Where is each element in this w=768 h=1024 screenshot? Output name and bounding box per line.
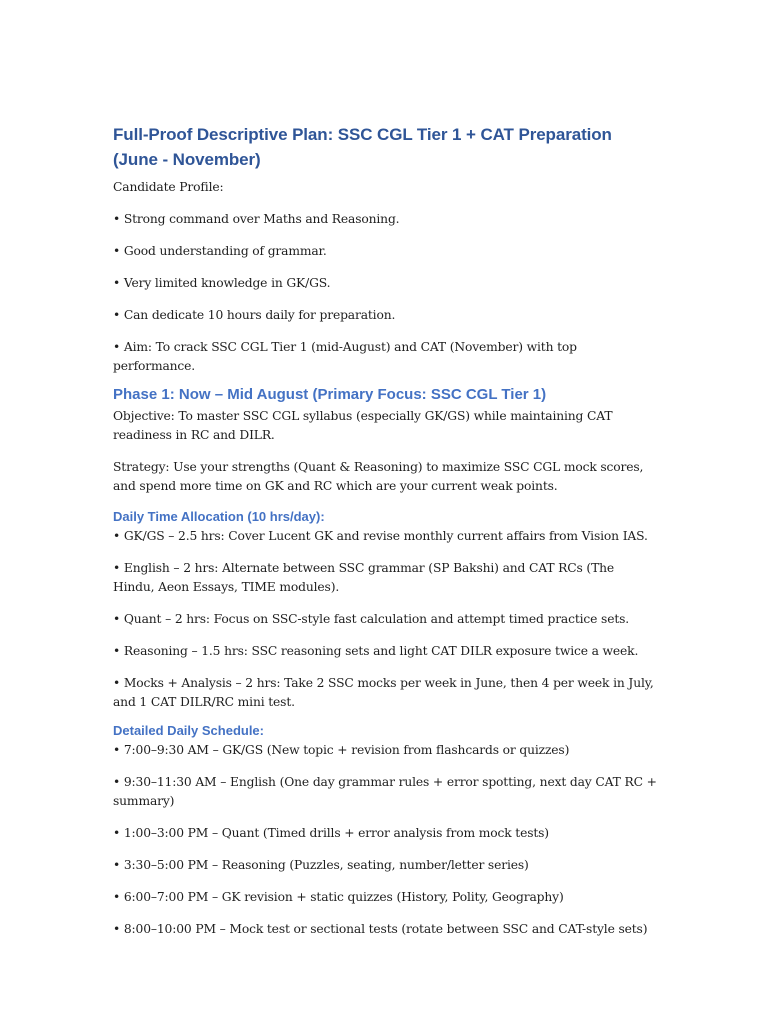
schedule-item-reasoning: • 3:30–5:00 PM – Reasoning (Puzzles, seating, number/letter series): [113, 858, 529, 872]
schedule-item-english: • 9:30–11:30 AM – English (One day grammar rules + error spotting, next day CAT RC + summary): [113, 775, 657, 808]
allocation-heading: Daily Time Allocation (10 hrs/day):: [113, 509, 325, 524]
profile-item-aim: • Aim: To crack SSC CGL Tier 1 (mid-August) and CAT (November) with top performance.: [113, 340, 577, 373]
profile-item-hours: • Can dedicate 10 hours daily for preparation.: [113, 308, 396, 322]
phase1-objective: Objective: To master SSC CGL syllabus (especially GK/GS) while maintaining CAT readiness in RC and DILR.: [113, 409, 613, 442]
allocation-item-mocks: • Mocks + Analysis – 2 hrs: Take 2 SSC mocks per week in June, then 4 per week in July, and 1 CAT DILR/RC mini test.: [113, 676, 654, 709]
schedule-item-mock: • 8:00–10:00 PM – Mock test or sectional tests (rotate between SSC and CAT-style sets): [113, 922, 648, 936]
allocation-item-english: • English – 2 hrs: Alternate between SSC grammar (SP Bakshi) and CAT RCs (The Hindu, Aeon Essays, TIME modules).: [113, 561, 615, 594]
allocation-item-reasoning: • Reasoning – 1.5 hrs: SSC reasoning sets and light CAT DILR exposure twice a week.: [113, 644, 639, 658]
document-title: Full-Proof Descriptive Plan: SSC CGL Tier 1 + CAT Preparation (June - November): [113, 125, 612, 169]
phase1-heading: Phase 1: Now – Mid August (Primary Focus: SSC CGL Tier 1): [113, 386, 547, 403]
phase1-strategy: Strategy: Use your strengths (Quant & Reasoning) to maximize SSC CGL mock scores, and spend more time on GK and RC which are your current weak points.: [113, 460, 644, 493]
profile-item-gk: • Very limited knowledge in GK/GS.: [113, 276, 331, 290]
schedule-item-gk-revision: • 6:00–7:00 PM – GK revision + static quizzes (History, Polity, Geography): [113, 890, 564, 904]
schedule-item-morning: • 7:00–9:30 AM – GK/GS (New topic + revision from flashcards or quizzes): [113, 743, 570, 757]
schedule-heading: Detailed Daily Schedule:: [113, 723, 264, 738]
allocation-item-gk: • GK/GS – 2.5 hrs: Cover Lucent GK and revise monthly current affairs from Vision IAS.: [113, 529, 648, 543]
profile-item-grammar: • Good understanding of grammar.: [113, 244, 327, 258]
schedule-item-quant: • 1:00–3:00 PM – Quant (Timed drills + error analysis from mock tests): [113, 826, 549, 840]
profile-label: Candidate Profile:: [113, 180, 224, 194]
profile-item-maths: • Strong command over Maths and Reasoning.: [113, 212, 400, 226]
allocation-item-quant: • Quant – 2 hrs: Focus on SSC-style fast calculation and attempt timed practice sets.: [113, 612, 630, 626]
